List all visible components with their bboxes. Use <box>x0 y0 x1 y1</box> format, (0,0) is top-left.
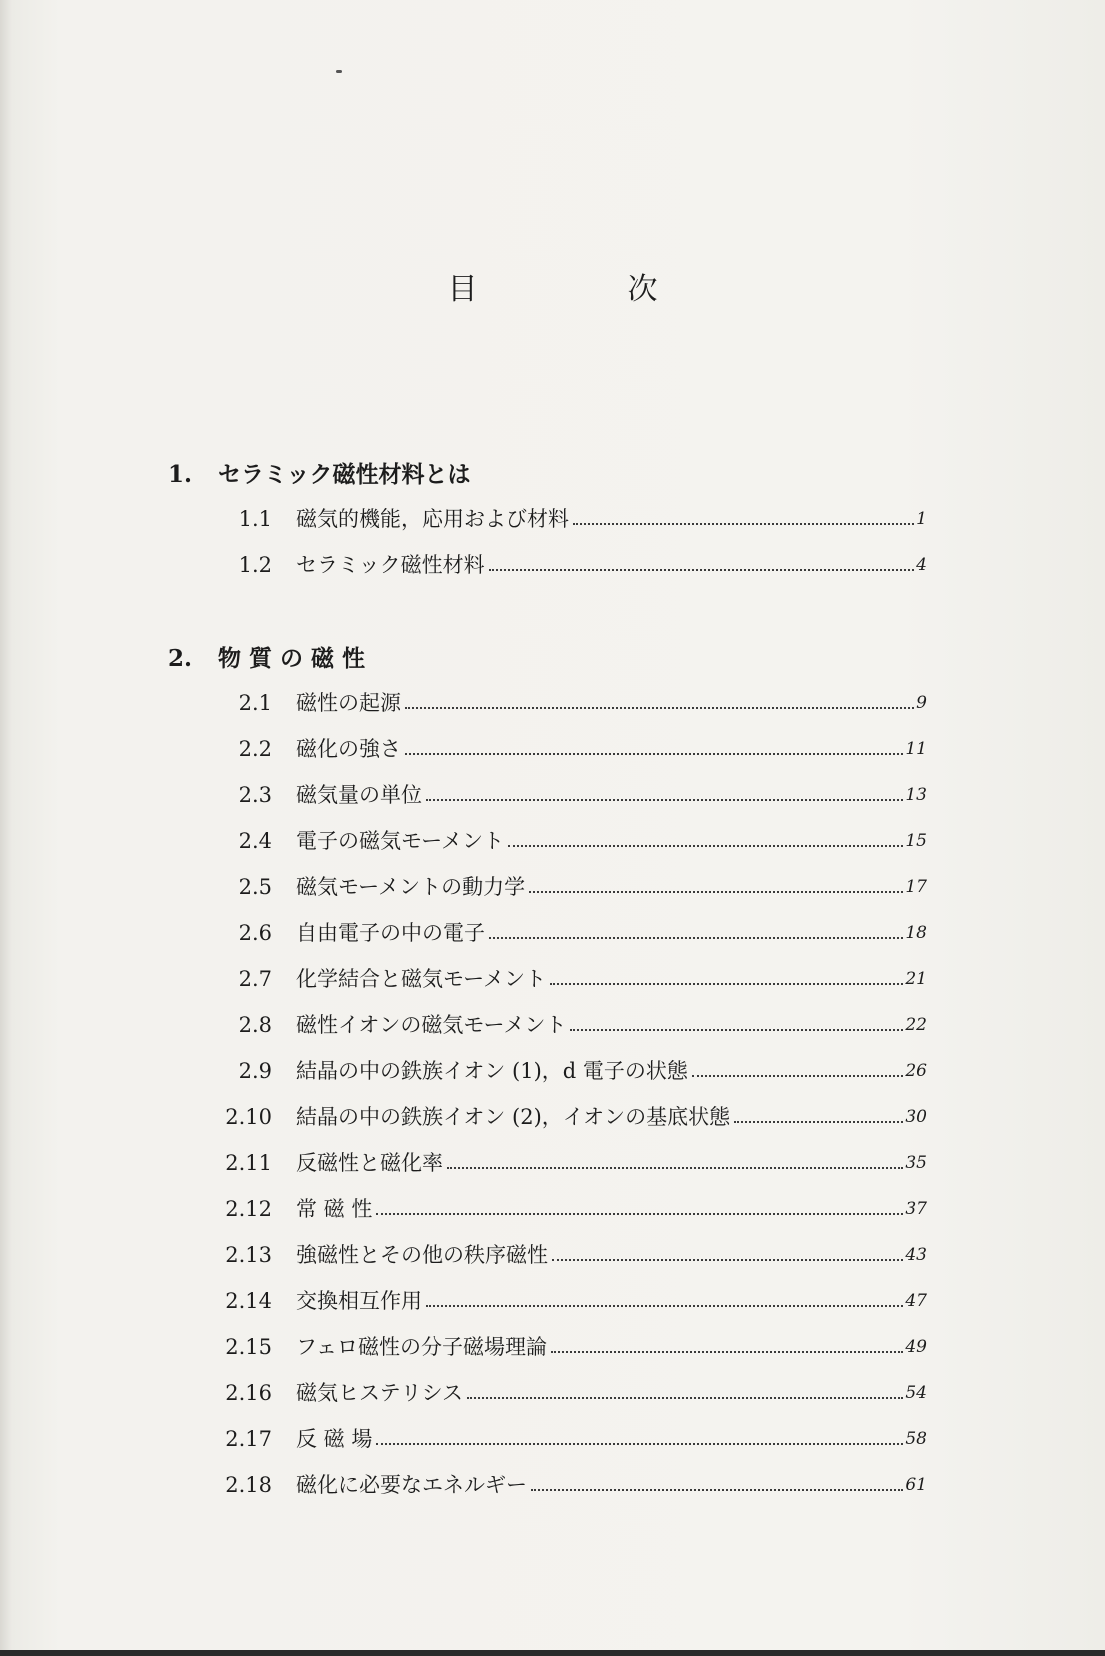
toc-entry[interactable] <box>190 734 927 764</box>
dot-leader <box>508 844 903 847</box>
toc-entry[interactable] <box>190 1470 927 1500</box>
toc-entry[interactable] <box>190 780 927 810</box>
section-number: 2.1 <box>238 691 272 715</box>
section-title: 磁気的機能，応用および材料 <box>296 507 569 531</box>
section-title: 磁性の起源 <box>296 691 401 715</box>
section-title: 磁気モーメントの動力学 <box>296 875 526 899</box>
section-title: 常 磁 性 <box>296 1197 373 1221</box>
page-number: 13 <box>905 785 927 805</box>
section-title: 結晶の中の鉄族イオン (2)，イオンの基底状態 <box>296 1105 731 1129</box>
page-number: 1 <box>916 509 927 529</box>
toc-entry[interactable] <box>190 918 927 948</box>
page-number: 47 <box>905 1291 927 1311</box>
section-number: 2.9 <box>238 1059 272 1083</box>
section-number: 2.7 <box>238 967 272 991</box>
page-number: 4 <box>916 555 927 575</box>
dot-leader <box>529 890 903 893</box>
page-number: 37 <box>905 1199 927 1219</box>
section-title: 磁性イオンの磁気モーメント <box>296 1013 567 1037</box>
toc-entry[interactable] <box>190 688 927 718</box>
section-number: 2.3 <box>238 783 272 807</box>
toc-entry[interactable] <box>190 1194 927 1224</box>
section-number: 2.8 <box>238 1013 272 1037</box>
toc-entry[interactable] <box>190 964 927 994</box>
dot-leader <box>405 706 914 709</box>
dot-leader <box>734 1120 903 1123</box>
section-title: 反磁性と磁化率 <box>296 1151 443 1175</box>
dot-leader <box>531 1488 903 1491</box>
section-number: 2.15 <box>225 1335 272 1359</box>
page-number: 21 <box>905 969 927 989</box>
toc-entry[interactable] <box>190 1102 927 1132</box>
section-title: 磁化の強さ <box>296 737 401 761</box>
section-number: 2.2 <box>238 737 272 761</box>
dot-leader <box>376 1212 903 1215</box>
section-number: 2.10 <box>225 1105 272 1129</box>
toc-entry[interactable] <box>190 550 927 580</box>
section-number: 1.1 <box>238 507 272 531</box>
dot-leader <box>551 1350 903 1353</box>
page-number: 17 <box>905 877 927 897</box>
section-title: 交換相互作用 <box>296 1289 422 1313</box>
section-title: 強磁性とその他の秩序磁性 <box>296 1243 548 1267</box>
dot-leader <box>405 752 903 755</box>
toc-entry[interactable] <box>190 1332 927 1362</box>
page-number: 49 <box>905 1337 927 1357</box>
dot-leader <box>489 936 903 939</box>
chapter-number: 1. <box>168 461 193 488</box>
dot-leader <box>489 568 915 571</box>
dot-leader <box>376 1442 903 1445</box>
section-number: 2.4 <box>238 829 272 853</box>
dot-leader <box>570 1028 903 1031</box>
page-number: 54 <box>905 1383 927 1403</box>
dot-leader <box>692 1074 903 1077</box>
toc-entry[interactable] <box>190 1240 927 1270</box>
chapter-number: 2. <box>168 645 193 672</box>
toc-entry[interactable] <box>190 1424 927 1454</box>
section-title: 自由電子の中の電子 <box>296 921 485 945</box>
section-title: 磁気量の単位 <box>296 783 422 807</box>
page-number: 22 <box>905 1015 927 1035</box>
section-title: 結晶の中の鉄族イオン (1)，d 電子の状態 <box>296 1059 688 1083</box>
toc-entry[interactable] <box>190 1148 927 1178</box>
section-title: 磁気ヒステリシス <box>296 1381 463 1405</box>
section-number: 2.18 <box>225 1473 272 1497</box>
page-number: 11 <box>905 739 927 759</box>
page-bottom-edge <box>0 1650 1105 1656</box>
toc-entry[interactable] <box>190 504 927 534</box>
chapter-heading <box>168 460 471 490</box>
toc-entry[interactable] <box>190 1010 927 1040</box>
page-number: 26 <box>905 1061 927 1081</box>
section-number: 2.5 <box>238 875 272 899</box>
dot-leader <box>552 1258 903 1261</box>
section-title: 電子の磁気モーメント <box>296 829 505 853</box>
page-title: 目 次 <box>447 272 718 307</box>
section-number: 1.2 <box>238 553 272 577</box>
section-title: 反 磁 場 <box>296 1427 373 1451</box>
dot-leader <box>550 982 903 985</box>
section-number: 2.11 <box>225 1151 272 1175</box>
chapter-title: 物 質 の 磁 性 <box>218 645 366 672</box>
toc-entry[interactable] <box>190 1378 927 1408</box>
section-number: 2.16 <box>225 1381 272 1405</box>
page-number: 35 <box>905 1153 927 1173</box>
page-number: 61 <box>905 1475 927 1495</box>
section-number: 2.12 <box>225 1197 272 1221</box>
toc-entry[interactable] <box>190 826 927 856</box>
section-title: フェロ磁性の分子磁場理論 <box>296 1335 547 1359</box>
dot-leader <box>573 522 914 525</box>
section-number: 2.14 <box>225 1289 272 1313</box>
toc-entry[interactable] <box>190 1286 927 1316</box>
page-number: 9 <box>916 693 927 713</box>
section-title: 化学結合と磁気モーメント <box>296 967 547 991</box>
section-number: 2.17 <box>225 1427 272 1451</box>
chapter-title: セラミック磁性材料とは <box>218 461 471 488</box>
page-number: 43 <box>905 1245 927 1265</box>
page-number: 15 <box>905 831 927 851</box>
dot-leader <box>426 798 903 801</box>
dot-leader <box>467 1396 903 1399</box>
section-number: 2.13 <box>225 1243 272 1267</box>
section-number: 2.6 <box>238 921 272 945</box>
chapter-heading <box>168 644 365 674</box>
page-number: 30 <box>905 1107 927 1127</box>
dot-leader <box>447 1166 903 1169</box>
dot-leader <box>426 1304 903 1307</box>
toc-entry[interactable] <box>190 1056 927 1086</box>
section-title: セラミック磁性材料 <box>296 553 485 577</box>
page-number: 18 <box>905 923 927 943</box>
section-title: 磁化に必要なエネルギー <box>296 1473 527 1497</box>
toc-entry[interactable] <box>190 872 927 902</box>
page-number: 58 <box>905 1429 927 1449</box>
